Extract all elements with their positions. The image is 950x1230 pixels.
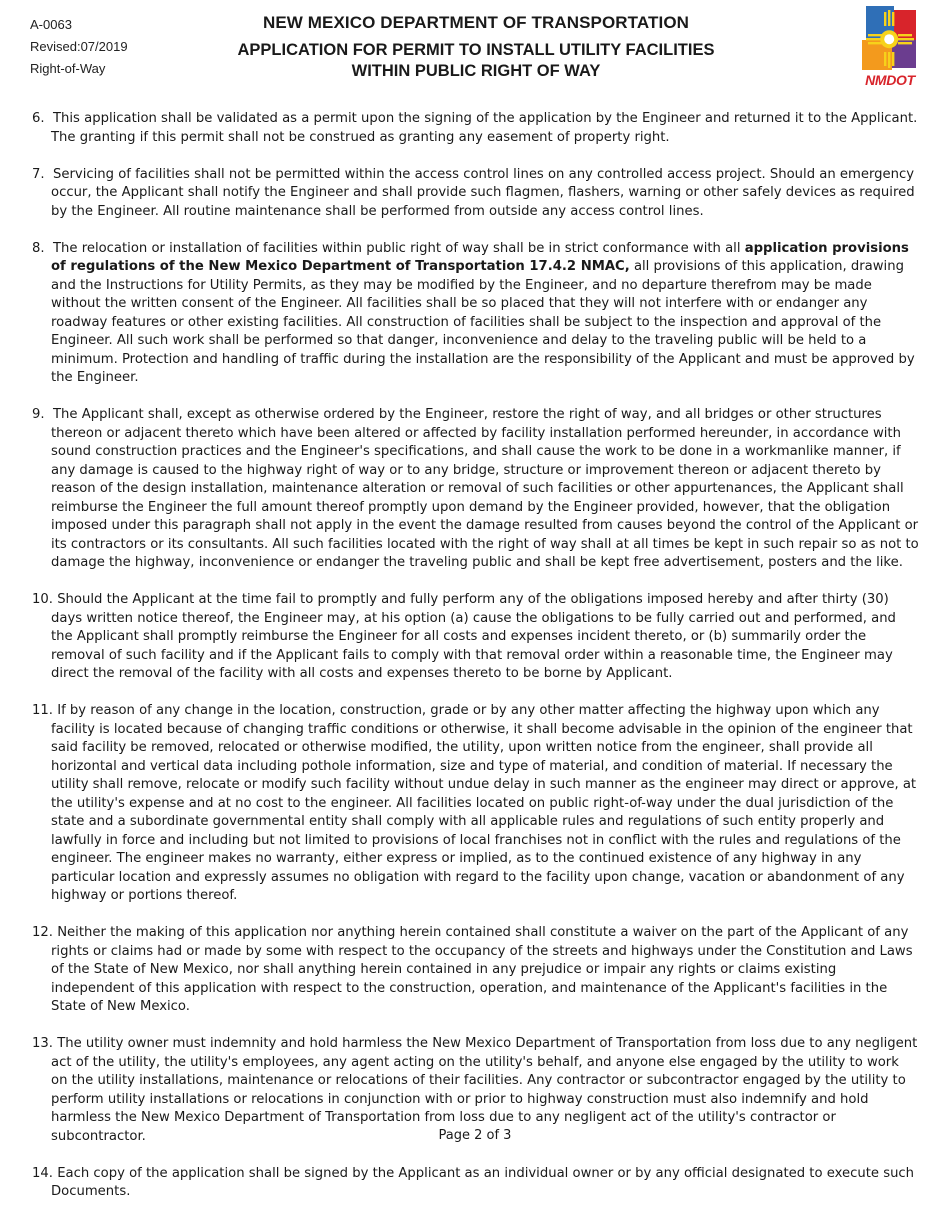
- form-number: A-0063: [30, 17, 72, 32]
- document-title-line-1: APPLICATION FOR PERMIT TO INSTALL UTILITY FACILITIES: [237, 41, 715, 59]
- condition-item-6: [32, 110, 919, 147]
- document-title: [170, 40, 782, 82]
- permit-conditions-list: [32, 110, 919, 1220]
- condition-number: 12.: [32, 925, 53, 940]
- condition-text-rest: all provisions of this application, drawing and the Instructions for Utility Permits, as they may be modified by the Engineer, and no departure therefrom may be made without the written consent of the Engineer. All facilities shall be so placed that they will not interfere with or endanger any roadway features or other existing facilities. All construction of facilities shall be subject to the inspection and approval of the Engineer. All such work shall be performed so that danger, inconvenience and delay to the traveling public will be held to a minimum. Protection and handling of traffic during the installation are the responsibility of the Applicant and must be approved by the Engineer.: [51, 259, 915, 385]
- condition-number: 11.: [32, 703, 53, 718]
- condition-text: The Applicant shall, except as otherwise ordered by the Engineer, restore the right of way, and all bridges or other structures thereon or adjacent thereto which have been altered or affected by facility installation performed hereunder, in accordance with sound construction practices and the Engineer's specifications, and shall cause the work to be done in a workmanlike manner, if any damage is caused to the highway right of way or to any bridge, structure or improvement thereon or adjacent thereto by reason of the design installation, maintenance alteration or removal of such facilities or other appurtenances, the Applicant shall reimburse the Engineer the full amount thereof promptly upon demand by the Engineer provided, however, that the obligation imposed under this paragraph shall not apply in the event the damage resulted from causes beyond the control of the Applicant or its contractors or its consultants. All such facilities located with the right of way shall at all times be kept in such repair so as not to damage the highway, inconvenience or endanger the traveling public and shall be kept free advertisement, posters and the like.: [51, 407, 919, 570]
- condition-number: 9.: [32, 407, 45, 422]
- document-title-line-2: WITHIN PUBLIC RIGHT OF WAY: [351, 62, 601, 80]
- form-identifier-block: [30, 14, 128, 80]
- condition-number: 10.: [32, 592, 53, 607]
- condition-item-9: [32, 406, 919, 573]
- form-revised-date: Revised:07/2019: [30, 39, 128, 54]
- condition-text-intro: The relocation or installation of facilities within public right of way shall be in strict conformance with all: [52, 240, 745, 256]
- condition-text: This application shall be validated as a permit upon the signing of the application by the Engineer and returned it to the Applicant. The granting if this permit shall not be construed as granting any easement of property right.: [51, 111, 918, 145]
- condition-number: 14.: [32, 1165, 53, 1181]
- condition-text: Neither the making of this application nor anything herein contained shall constitute a waiver on the part of the Applicant of any rights or claims had or made by some with respect to the occupancy of the streets and highways under the Constitution and Laws of the State of New Mexico, nor shall anything herein contained in any prejudice or impair any rights or claims existing independent of this application with respect to the construction, operation, and maintenance of the Applicant's facilities in the State of New Mexico.: [51, 925, 913, 1014]
- condition-text-regulation-reference: application provisions of regulations of the New Mexico Department of Transportation 17.4.2 NMAC,: [51, 240, 909, 274]
- form-division: Right-of-Way: [30, 61, 106, 76]
- condition-number: 6.: [32, 111, 45, 126]
- department-name: NEW MEXICO DEPARTMENT OF TRANSPORTATION: [262, 13, 690, 32]
- condition-text: Servicing of facilities shall not be permitted within the access control lines on any controlled access project. Should an emergency occur, the Applicant shall notify the Engineer and shall provide such flagmen, flashers, warning or other safely devices as required by the Engineer. All routine maintenance shall be performed from outside any access control lines.: [51, 166, 915, 219]
- condition-text: If by reason of any change in the location, construction, grade or by any other matter affecting the highway upon which any facility is located because of changing traffic conditions or otherwise, it shall become advisable in the opinion of the engineer that said facility be removed, relocated or otherwise modified, the utility, upon written notice from the engineer, shall provide all horizontal and vertical data including pothole information, size and type of material, and condition of material. If necessary the utility shall remove, relocate or modify such facility without undue delay in such manner as the engineer may direct or approve, at the utility's expense and at no cost to the engineer. All facilities located on public right-of-way under the dual jurisdiction of the state and a subordinate governmental entity shall comply with all applicable rules and regulations of such entity properly and lawfully in force and including but not limited to provisions of local franchises not in conflict with the rules and regulations of the engineer. The engineer makes no warranty, either express or implied, as to the continued existence of any highway in any particular location and expressly assumes no obligation with regard to the facility upon change, vacation or abandonment of any highway or portions thereof.: [51, 703, 917, 903]
- condition-text: Each copy of the application shall be signed by the Applicant as an individual owner or by any official designated to execute such Documents.: [51, 1165, 915, 1199]
- zia-sun-center: [884, 34, 894, 44]
- condition-item-8: [32, 240, 919, 388]
- condition-item-10: [32, 591, 919, 684]
- condition-item-12: [32, 924, 919, 1017]
- condition-item-7: [32, 166, 919, 222]
- condition-item-14: [32, 1165, 919, 1202]
- logo-wordmark: NMDOT: [865, 72, 915, 88]
- condition-text: The utility owner must indemnity and hold harmless the New Mexico Department of Transportation from loss due to any negligent act of the utility, the utility's employees, any agent acting on the utility's behalf, and anyone else engaged by the utility to work on the utility installations, maintenance or relocations of their facilities. Any contractor or subcontractor engaged by the utility to perform utility installations or relocations in conjunction with or prior to highway construction must also indemnify and hold harmless the New Mexico Department of Transportation from loss due to any negligent act of the utility's contractor or subcontractor.: [51, 1036, 918, 1144]
- condition-number: 8.: [32, 240, 45, 256]
- page-number: Page 2 of 3: [438, 1128, 512, 1143]
- zia-symbol-icon: [858, 6, 922, 72]
- condition-number: 7.: [32, 166, 45, 182]
- condition-item-11: [32, 702, 919, 906]
- nmdot-logo: [858, 6, 922, 94]
- condition-text: Should the Applicant at the time fail to promptly and fully perform any of the obligations imposed hereby and after thirty (30) days written notice thereof, the Engineer may, at his option (a) cause the obligations to be fully carried out and performed, and the Applicant shall promptly reimburse the Engineer for all costs and expenses incident thereto, or (b) summarily order the removal of such facility and if the Applicant fails to comply with that removal order within a reasonable time, the Engineer may direct the removal of the facility with all costs and expenses thereto to be borne by Applicant.: [51, 592, 896, 681]
- condition-number: 13.: [32, 1036, 53, 1051]
- document-header: [170, 12, 782, 82]
